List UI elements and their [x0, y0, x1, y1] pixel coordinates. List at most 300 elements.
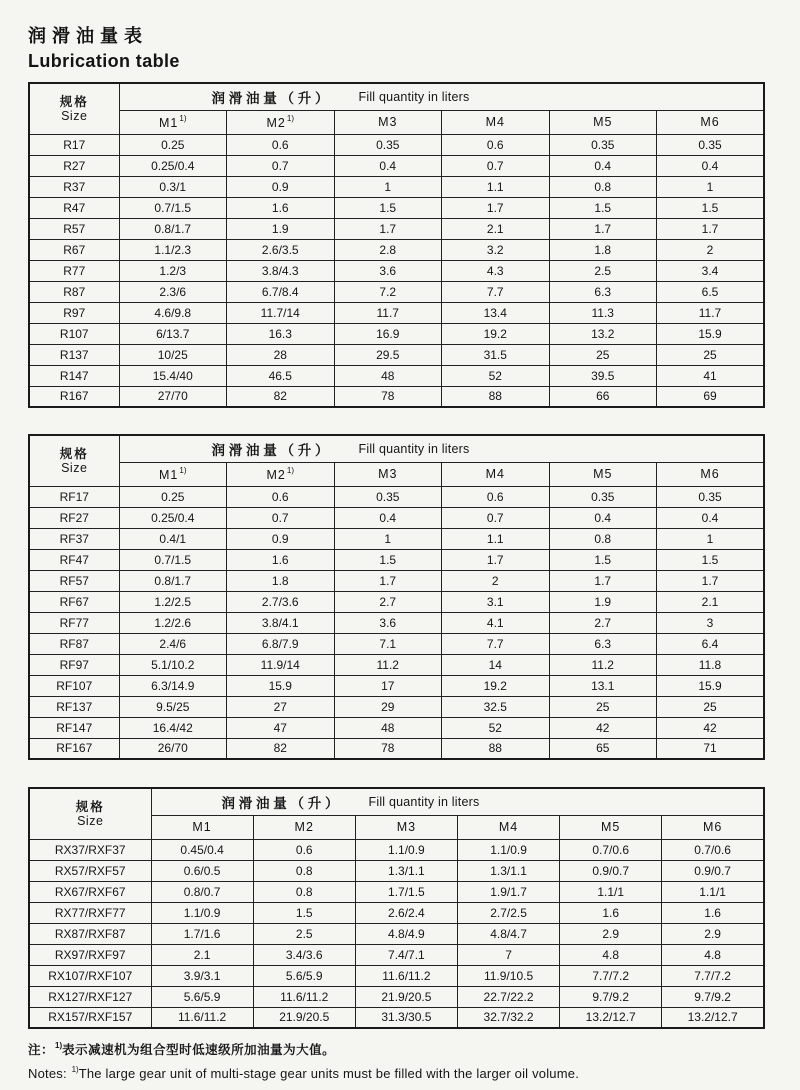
value-cell: 25	[657, 696, 765, 717]
value-cell: 16.9	[334, 323, 442, 344]
column-label: M3	[378, 115, 398, 129]
column-header-m3	[334, 110, 442, 134]
column-header-m2	[227, 110, 335, 134]
size-header-zh: 规格	[75, 799, 105, 814]
footnote-zh-label: 注：	[28, 1043, 55, 1057]
lubrication-table-r-series	[28, 82, 765, 408]
value-cell: 1.7	[442, 549, 550, 570]
value-cell: 0.6	[253, 839, 355, 860]
column-header-m2	[227, 462, 335, 486]
value-cell: 82	[227, 738, 335, 759]
table-row	[29, 986, 764, 1007]
value-cell: 9.7/9.2	[662, 986, 764, 1007]
size-header-cell	[29, 788, 151, 839]
size-cell: RX57/RXF57	[29, 860, 151, 881]
value-cell: 25	[549, 344, 657, 365]
size-cell: RF17	[29, 486, 119, 507]
size-cell: R27	[29, 155, 119, 176]
value-cell: 1.6	[560, 902, 662, 923]
column-label: M1	[159, 116, 179, 130]
value-cell: 52	[442, 717, 550, 738]
value-cell: 17	[334, 675, 442, 696]
value-cell: 2	[442, 570, 550, 591]
value-cell: 3.9/3.1	[151, 965, 253, 986]
size-cell: RF167	[29, 738, 119, 759]
column-label: M6	[700, 115, 720, 129]
value-cell: 32.7/32.2	[457, 1007, 559, 1028]
value-cell: 27/70	[119, 386, 227, 407]
column-header-m3	[355, 815, 457, 839]
column-header-m6	[662, 815, 764, 839]
value-cell: 0.4	[549, 155, 657, 176]
footnote-zh	[28, 1037, 765, 1059]
value-cell: 28	[227, 344, 335, 365]
value-cell: 48	[334, 365, 442, 386]
size-cell: RF37	[29, 528, 119, 549]
value-cell: 0.25/0.4	[119, 507, 227, 528]
header-row-quantity	[29, 788, 764, 815]
value-cell: 5.1/10.2	[119, 654, 227, 675]
value-cell: 7.7	[442, 633, 550, 654]
table-row	[29, 134, 764, 155]
size-cell: R97	[29, 302, 119, 323]
value-cell: 5.6/5.9	[253, 965, 355, 986]
size-cell: R107	[29, 323, 119, 344]
value-cell: 1.7	[549, 218, 657, 239]
value-cell: 13.4	[442, 302, 550, 323]
column-label: M2	[266, 116, 286, 130]
column-label: M4	[498, 820, 519, 834]
size-cell: RX77/RXF77	[29, 902, 151, 923]
value-cell: 1.7	[334, 218, 442, 239]
value-cell: 31.5	[442, 344, 550, 365]
value-cell: 3.8/4.3	[227, 260, 335, 281]
column-label: M2	[294, 820, 314, 834]
value-cell: 6.3/14.9	[119, 675, 227, 696]
value-cell: 0.3/1	[119, 176, 227, 197]
table-row	[29, 654, 764, 675]
table-row	[29, 528, 764, 549]
value-cell: 1.5	[549, 197, 657, 218]
value-cell: 9.5/25	[119, 696, 227, 717]
value-cell: 0.35	[334, 486, 442, 507]
size-cell: RX37/RXF37	[29, 839, 151, 860]
value-cell: 1.1	[442, 176, 550, 197]
size-cell: RF97	[29, 654, 119, 675]
value-cell: 39.5	[549, 365, 657, 386]
column-header-m6	[657, 462, 765, 486]
value-cell: 0.35	[549, 486, 657, 507]
value-cell: 0.4	[334, 155, 442, 176]
value-cell: 0.8	[253, 881, 355, 902]
value-cell: 1.2/2.5	[119, 591, 227, 612]
value-cell: 3.4/3.6	[253, 944, 355, 965]
value-cell: 0.35	[657, 134, 765, 155]
column-label: M5	[593, 467, 613, 481]
value-cell: 1.7	[657, 570, 765, 591]
value-cell: 78	[334, 386, 442, 407]
value-cell: 1.1/0.9	[355, 839, 457, 860]
value-cell: 31.3/30.5	[355, 1007, 457, 1028]
column-label: M2	[266, 468, 286, 482]
header-row-quantity	[29, 435, 764, 462]
footnote-marker: 1)	[179, 114, 187, 123]
value-cell: 21.9/20.5	[253, 1007, 355, 1028]
size-header-zh: 规格	[59, 446, 89, 461]
value-cell: 0.7	[442, 155, 550, 176]
size-cell: RX67/RXF67	[29, 881, 151, 902]
value-cell: 3	[657, 612, 765, 633]
value-cell: 2.5	[549, 260, 657, 281]
value-cell: 3.6	[334, 612, 442, 633]
value-cell: 13.2/12.7	[662, 1007, 764, 1028]
table-row	[29, 344, 764, 365]
column-label: M4	[485, 467, 505, 481]
value-cell: 29.5	[334, 344, 442, 365]
value-cell: 0.4	[549, 507, 657, 528]
table-row	[29, 549, 764, 570]
value-cell: 1.1/0.9	[151, 902, 253, 923]
value-cell: 0.35	[657, 486, 765, 507]
value-cell: 4.6/9.8	[119, 302, 227, 323]
value-cell: 3.2	[442, 239, 550, 260]
header-row-quantity	[29, 83, 764, 110]
table-row	[29, 696, 764, 717]
value-cell: 2.8	[334, 239, 442, 260]
value-cell: 3.4	[657, 260, 765, 281]
fill-quantity-header-zh: 润 滑 油 量 （ 升 ）	[211, 90, 329, 106]
column-header-m4	[442, 110, 550, 134]
value-cell: 0.4	[334, 507, 442, 528]
fill-quantity-header-zh: 润 滑 油 量 （ 升 ）	[221, 795, 339, 811]
footnote-marker: 1)	[71, 1065, 79, 1074]
table-row	[29, 717, 764, 738]
value-cell: 2.1	[151, 944, 253, 965]
value-cell: 7.7	[442, 281, 550, 302]
table-row	[29, 570, 764, 591]
value-cell: 11.7/14	[227, 302, 335, 323]
size-cell: R137	[29, 344, 119, 365]
value-cell: 32.5	[442, 696, 550, 717]
size-cell: RX97/RXF97	[29, 944, 151, 965]
table-row	[29, 738, 764, 759]
footnote-marker: 1)	[179, 466, 187, 475]
table-row	[29, 218, 764, 239]
table-row	[29, 633, 764, 654]
column-label: M5	[601, 820, 621, 834]
value-cell: 11.9/10.5	[457, 965, 559, 986]
column-label: M3	[378, 467, 398, 481]
fill-quantity-header-cell	[151, 788, 764, 815]
table-row	[29, 591, 764, 612]
value-cell: 1.3/1.1	[457, 860, 559, 881]
size-cell: R87	[29, 281, 119, 302]
value-cell: 0.6	[442, 486, 550, 507]
value-cell: 0.6	[442, 134, 550, 155]
value-cell: 1.7/1.5	[355, 881, 457, 902]
value-cell: 88	[442, 738, 550, 759]
value-cell: 0.7	[442, 507, 550, 528]
value-cell: 15.9	[657, 323, 765, 344]
value-cell: 1.5	[334, 549, 442, 570]
value-cell: 4.8	[560, 944, 662, 965]
column-header-m6	[657, 110, 765, 134]
value-cell: 2.9	[560, 923, 662, 944]
value-cell: 5.6/5.9	[151, 986, 253, 1007]
value-cell: 0.6	[227, 134, 335, 155]
value-cell: 11.6/11.2	[355, 965, 457, 986]
value-cell: 1.6	[227, 549, 335, 570]
value-cell: 0.8/1.7	[119, 218, 227, 239]
fill-quantity-header-en: Fill quantity in liters	[368, 794, 480, 809]
column-label: M5	[593, 115, 613, 129]
value-cell: 0.25	[119, 486, 227, 507]
value-cell: 42	[549, 717, 657, 738]
size-cell: R37	[29, 176, 119, 197]
value-cell: 15.4/40	[119, 365, 227, 386]
value-cell: 26/70	[119, 738, 227, 759]
header-row-columns	[29, 462, 764, 486]
value-cell: 0.4	[657, 155, 765, 176]
value-cell: 19.2	[442, 675, 550, 696]
size-header-zh: 规格	[59, 94, 89, 109]
table-row	[29, 155, 764, 176]
value-cell: 4.3	[442, 260, 550, 281]
value-cell: 2.9	[662, 923, 764, 944]
column-header-m2	[253, 815, 355, 839]
value-cell: 7	[457, 944, 559, 965]
size-cell: R167	[29, 386, 119, 407]
value-cell: 16.3	[227, 323, 335, 344]
value-cell: 2.7	[334, 591, 442, 612]
size-cell: RX107/RXF107	[29, 965, 151, 986]
value-cell: 4.8	[662, 944, 764, 965]
value-cell: 69	[657, 386, 765, 407]
value-cell: 27	[227, 696, 335, 717]
value-cell: 19.2	[442, 323, 550, 344]
value-cell: 6.3	[549, 281, 657, 302]
value-cell: 1.7	[334, 570, 442, 591]
column-header-m5	[549, 110, 657, 134]
value-cell: 7.4/7.1	[355, 944, 457, 965]
column-header-m4	[442, 462, 550, 486]
value-cell: 1.6	[227, 197, 335, 218]
size-cell: R67	[29, 239, 119, 260]
footnote-marker: 1)	[286, 114, 294, 123]
value-cell: 1.6	[662, 902, 764, 923]
value-cell: 6.4	[657, 633, 765, 654]
fill-quantity-header-cell	[119, 83, 764, 110]
size-cell: RX157/RXF157	[29, 1007, 151, 1028]
table-row	[29, 302, 764, 323]
value-cell: 78	[334, 738, 442, 759]
value-cell: 0.8	[549, 528, 657, 549]
footnote-en-label: Notes:	[28, 1066, 67, 1081]
size-header-en: Size	[77, 813, 104, 828]
value-cell: 0.9/0.7	[662, 860, 764, 881]
size-cell: RX87/RXF87	[29, 923, 151, 944]
value-cell: 0.6	[227, 486, 335, 507]
value-cell: 0.7	[227, 507, 335, 528]
column-label: M3	[396, 820, 417, 834]
value-cell: 16.4/42	[119, 717, 227, 738]
value-cell: 1.5	[334, 197, 442, 218]
page-title-en: Lubrication table	[28, 51, 180, 71]
table-row	[29, 881, 764, 902]
value-cell: 11.8	[657, 654, 765, 675]
value-cell: 66	[549, 386, 657, 407]
value-cell: 1.8	[549, 239, 657, 260]
table-row	[29, 365, 764, 386]
value-cell: 47	[227, 717, 335, 738]
value-cell: 3.6	[334, 260, 442, 281]
value-cell: 7.1	[334, 633, 442, 654]
size-cell: R57	[29, 218, 119, 239]
lubrication-table-rx-series	[28, 787, 765, 1029]
fill-quantity-header-en: Fill quantity in liters	[358, 89, 470, 104]
footnotes	[28, 1037, 765, 1082]
value-cell: 3.1	[442, 591, 550, 612]
value-cell: 0.8	[549, 176, 657, 197]
value-cell: 1	[657, 176, 765, 197]
value-cell: 11.2	[334, 654, 442, 675]
table-row	[29, 281, 764, 302]
footnote-zh-text: 表示减速机为组合型时低速级所加油量为大值。	[62, 1043, 336, 1057]
value-cell: 1	[657, 528, 765, 549]
value-cell: 88	[442, 386, 550, 407]
value-cell: 21.9/20.5	[355, 986, 457, 1007]
value-cell: 13.2	[549, 323, 657, 344]
value-cell: 0.4/1	[119, 528, 227, 549]
value-cell: 0.45/0.4	[151, 839, 253, 860]
column-header-m1	[119, 462, 227, 486]
column-header-m5	[560, 815, 662, 839]
value-cell: 0.9	[227, 528, 335, 549]
size-cell: RF57	[29, 570, 119, 591]
value-cell: 7.2	[334, 281, 442, 302]
value-cell: 1.2/3	[119, 260, 227, 281]
value-cell: 1.2/2.6	[119, 612, 227, 633]
size-cell: RF77	[29, 612, 119, 633]
value-cell: 2.7	[549, 612, 657, 633]
value-cell: 2.1	[657, 591, 765, 612]
value-cell: 1.1	[442, 528, 550, 549]
footnote-marker: 1)	[55, 1041, 63, 1050]
value-cell: 11.9/14	[227, 654, 335, 675]
value-cell: 11.7	[657, 302, 765, 323]
value-cell: 7.7/7.2	[662, 965, 764, 986]
table-row	[29, 239, 764, 260]
column-label: M4	[485, 115, 505, 129]
size-header-en: Size	[61, 460, 88, 475]
value-cell: 11.2	[549, 654, 657, 675]
value-cell: 1.9/1.7	[457, 881, 559, 902]
table-row	[29, 260, 764, 281]
value-cell: 1.1/2.3	[119, 239, 227, 260]
value-cell: 6/13.7	[119, 323, 227, 344]
footnote-en	[28, 1061, 765, 1082]
table-row	[29, 486, 764, 507]
size-cell: RX127/RXF127	[29, 986, 151, 1007]
column-header-m1	[119, 110, 227, 134]
value-cell: 10/25	[119, 344, 227, 365]
value-cell: 2.4/6	[119, 633, 227, 654]
value-cell: 2.7/3.6	[227, 591, 335, 612]
value-cell: 0.9/0.7	[560, 860, 662, 881]
column-label: M1	[192, 820, 212, 834]
table-row	[29, 507, 764, 528]
value-cell: 15.9	[657, 675, 765, 696]
size-header-cell	[29, 83, 119, 134]
value-cell: 1.7	[549, 570, 657, 591]
value-cell: 11.6/11.2	[151, 1007, 253, 1028]
value-cell: 46.5	[227, 365, 335, 386]
size-cell: RF107	[29, 675, 119, 696]
value-cell: 14	[442, 654, 550, 675]
value-cell: 13.2/12.7	[560, 1007, 662, 1028]
table-row	[29, 197, 764, 218]
value-cell: 3.8/4.1	[227, 612, 335, 633]
value-cell: 71	[657, 738, 765, 759]
size-header-en: Size	[61, 108, 88, 123]
value-cell: 0.7	[227, 155, 335, 176]
value-cell: 1.1/0.9	[457, 839, 559, 860]
table-row	[29, 323, 764, 344]
lubrication-table-rf-series	[28, 434, 765, 760]
value-cell: 0.35	[334, 134, 442, 155]
value-cell: 1.9	[227, 218, 335, 239]
page-content	[28, 0, 765, 1082]
value-cell: 1.1/1	[560, 881, 662, 902]
table-row	[29, 675, 764, 696]
table-row	[29, 965, 764, 986]
value-cell: 6.8/7.9	[227, 633, 335, 654]
value-cell: 65	[549, 738, 657, 759]
size-cell: RF87	[29, 633, 119, 654]
value-cell: 1.7/1.6	[151, 923, 253, 944]
footnote-marker: 1)	[286, 466, 294, 475]
value-cell: 25	[657, 344, 765, 365]
value-cell: 1.9	[549, 591, 657, 612]
value-cell: 4.8/4.7	[457, 923, 559, 944]
value-cell: 0.25	[119, 134, 227, 155]
value-cell: 0.7/0.6	[560, 839, 662, 860]
size-cell: RF67	[29, 591, 119, 612]
footnote-en-text: The large gear unit of multi-stage gear units must be filled with the larger oil volume.	[78, 1066, 580, 1081]
column-header-m4	[457, 815, 559, 839]
size-header-cell	[29, 435, 119, 486]
fill-quantity-header-cell	[119, 435, 764, 462]
table-row	[29, 176, 764, 197]
value-cell: 0.8	[253, 860, 355, 881]
column-header-m5	[549, 462, 657, 486]
value-cell: 6.3	[549, 633, 657, 654]
value-cell: 1.5	[657, 549, 765, 570]
value-cell: 2.1	[442, 218, 550, 239]
value-cell: 0.7/1.5	[119, 549, 227, 570]
value-cell: 2.5	[253, 923, 355, 944]
table-row	[29, 902, 764, 923]
value-cell: 15.9	[227, 675, 335, 696]
value-cell: 2.7/2.5	[457, 902, 559, 923]
value-cell: 0.4	[657, 507, 765, 528]
table-row	[29, 839, 764, 860]
fill-quantity-header-en: Fill quantity in liters	[358, 441, 470, 456]
value-cell: 48	[334, 717, 442, 738]
size-cell: RF47	[29, 549, 119, 570]
value-cell: 0.7/1.5	[119, 197, 227, 218]
value-cell: 0.25/0.4	[119, 155, 227, 176]
